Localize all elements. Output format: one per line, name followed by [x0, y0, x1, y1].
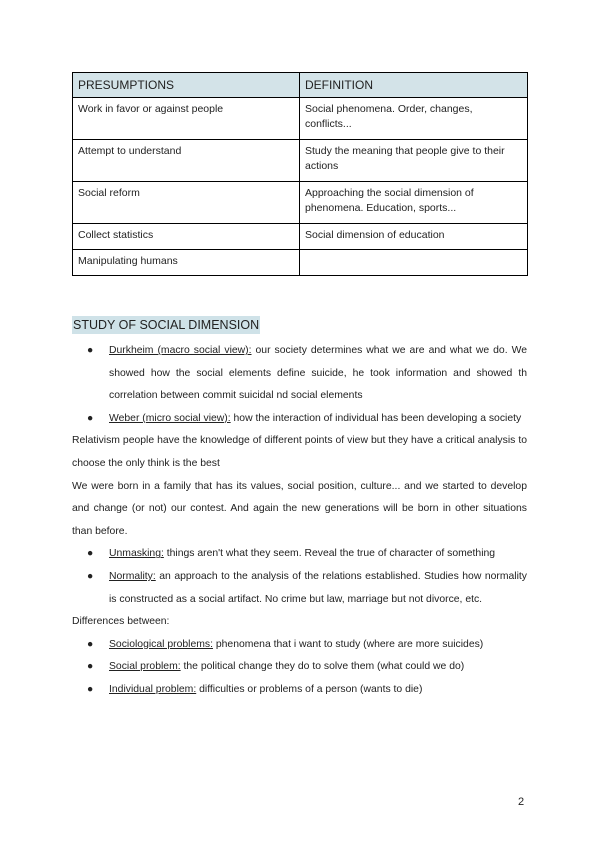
- paragraph-differences: Differences between:: [72, 616, 170, 628]
- bullet-list-theorists: [72, 340, 527, 430]
- bullet-icon: ●: [87, 661, 94, 673]
- list-term: Unmasking:: [109, 548, 164, 560]
- table-cell: Study the meaning that people give to their actions: [300, 140, 528, 182]
- bullet-list-concepts: [72, 543, 527, 611]
- list-text: our society determines what we are and what we do. We showed how the social elements define suicide, he took information and showed th correlation between commit suicidal nd social elements: [109, 345, 527, 402]
- table-cell: Approaching the social dimension of phenomena. Education, sports...: [300, 182, 528, 224]
- list-item: [72, 679, 527, 702]
- table-cell: Social phenomena. Order, changes, conflicts...: [300, 98, 528, 140]
- bullet-list-problems: [72, 634, 527, 702]
- table-header-row: [73, 73, 528, 98]
- list-text: the political change they do to solve them (what could we do): [180, 661, 465, 673]
- list-term: Sociological problems:: [109, 638, 213, 650]
- table-cell: Attempt to understand: [73, 140, 300, 182]
- list-term: Individual problem:: [109, 683, 197, 695]
- list-item: [72, 656, 527, 679]
- bullet-icon: ●: [87, 570, 94, 582]
- list-item: [72, 634, 527, 657]
- table-cell: Social reform: [73, 182, 300, 224]
- list-item: [72, 566, 527, 611]
- table-cell: Manipulating humans: [73, 250, 300, 276]
- table-row: [73, 250, 528, 276]
- table-cell: Work in favor or against people: [73, 98, 300, 140]
- table-row: [73, 224, 528, 250]
- paragraph-relativism: Relativism people have the knowledge of different points of view but they have a critical analysis to choose the only think is the best: [72, 435, 527, 469]
- bullet-icon: ●: [87, 412, 94, 424]
- list-term: Social problem:: [109, 661, 181, 673]
- header-definition: DEFINITION: [300, 73, 528, 98]
- list-text: phenomena that i want to study (where are more suicides): [212, 638, 484, 650]
- table-row: [73, 98, 528, 140]
- bullet-icon: ●: [87, 548, 94, 560]
- bullet-icon: ●: [87, 345, 94, 356]
- list-item: [72, 340, 527, 408]
- list-text: things aren't what they seem. Reveal the true of character of something: [163, 548, 496, 560]
- section-heading: STUDY OF SOCIAL DIMENSION: [73, 318, 260, 332]
- header-presumptions: PRESUMPTIONS: [73, 73, 300, 98]
- paragraph-family: We were born in a family that has its values, social position, culture... and we started to develop and change (or not) our contest. And again the new generations will be born in other situations than before.: [72, 480, 527, 537]
- page-number: 2: [518, 796, 525, 808]
- list-text: how the interaction of individual has been developing a society: [230, 412, 522, 424]
- list-item: [72, 408, 527, 431]
- list-term: Durkheim (macro social view):: [109, 345, 252, 356]
- list-term: Normality:: [109, 570, 156, 582]
- presumptions-table: [72, 72, 528, 276]
- bullet-icon: ●: [87, 638, 94, 650]
- list-text: difficulties or problems of a person (wants to die): [196, 683, 423, 695]
- table-cell: Social dimension of education: [300, 224, 528, 250]
- bullet-icon: ●: [87, 683, 94, 695]
- section-body: [72, 340, 527, 702]
- table-row: [73, 182, 528, 224]
- list-item: [72, 543, 527, 566]
- table-cell: Collect statistics: [73, 224, 300, 250]
- list-text: an approach to the analysis of the relations established. Studies how normality is constructed as a social artifact. No crime but law, marriage but not divorce, etc.: [109, 570, 527, 605]
- list-term: Weber (micro social view):: [109, 412, 231, 424]
- table-row: [73, 140, 528, 182]
- table-cell: [300, 250, 528, 276]
